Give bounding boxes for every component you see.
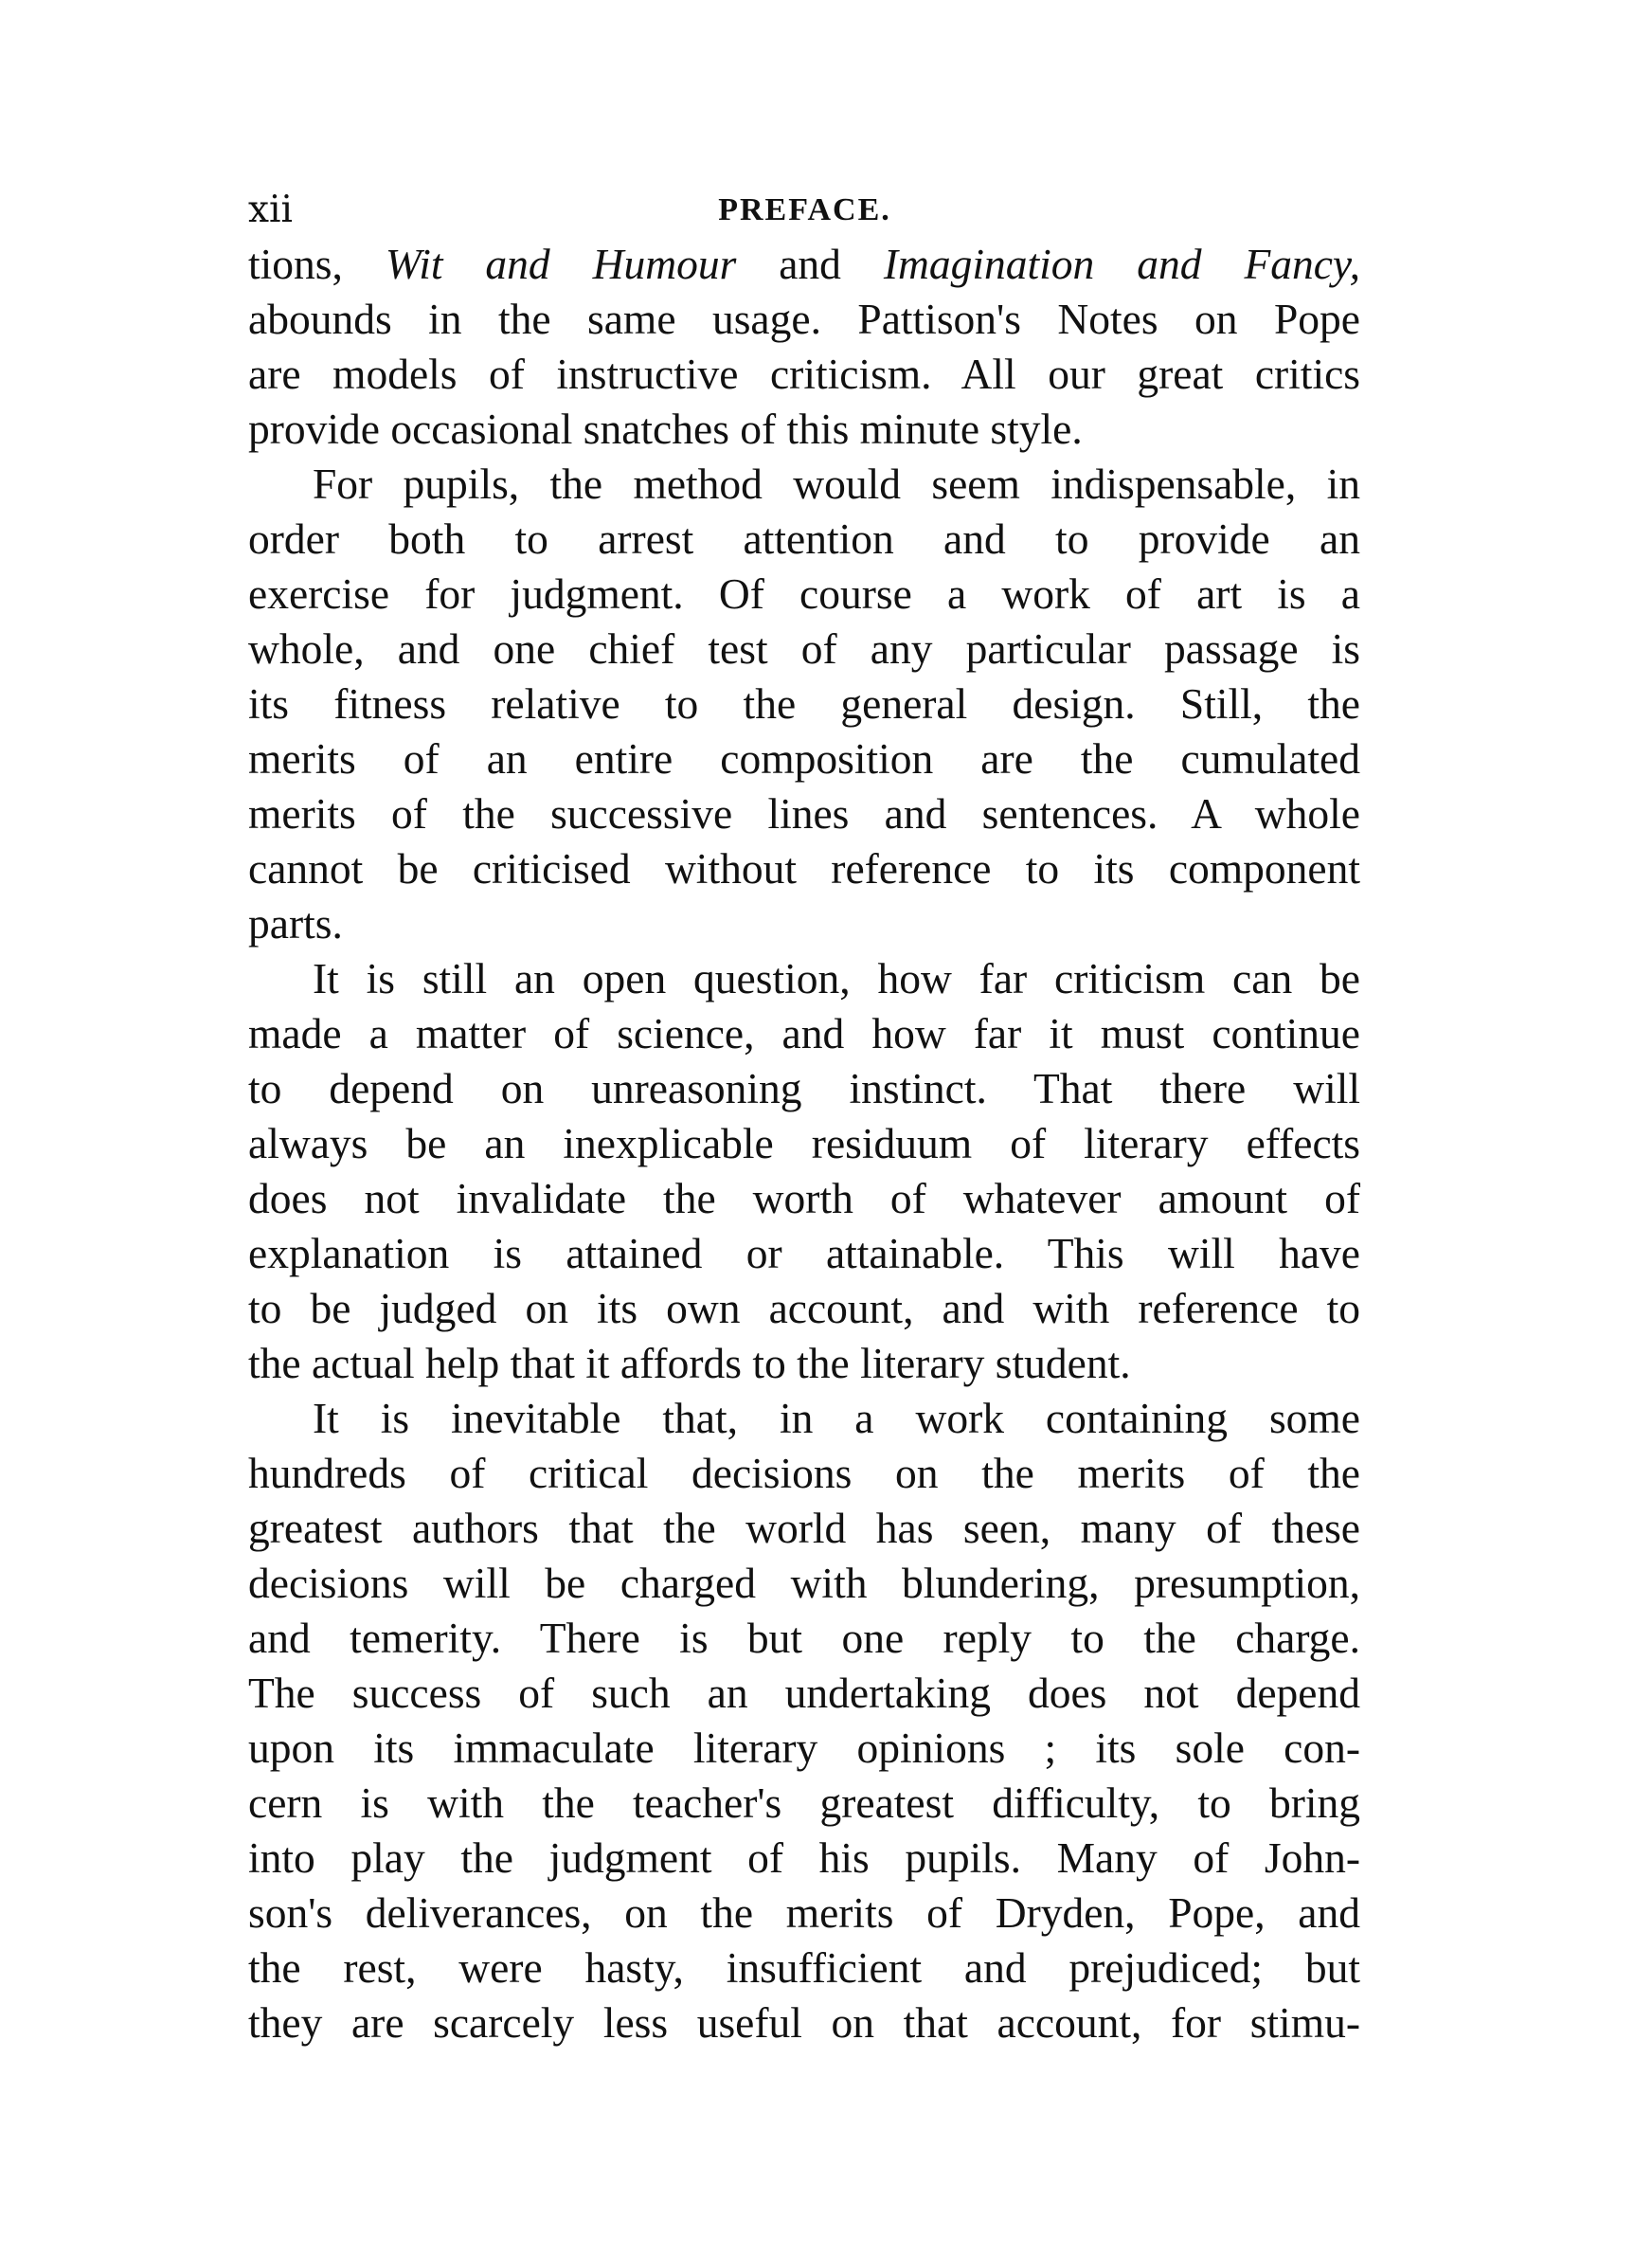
paragraph-method-for-pupils	[248, 457, 1360, 951]
text-line: merits of the successive lines and sentences. A whole	[248, 789, 1360, 838]
text-line: to be judged on its own account, and with reference to	[248, 1284, 1360, 1332]
text-line: to depend on unreasoning instinct. That there will	[248, 1064, 1360, 1112]
text-line: upon its immaculate literary opinions ; its sole con-	[248, 1724, 1360, 1772]
text-line: cannot be criticised without reference to its component	[248, 844, 1360, 893]
text-line: For pupils, the method would seem indispensable, in	[313, 460, 1360, 508]
text-line: provide occasional snatches of this minute style.	[248, 405, 1083, 453]
text-line: It is still an open question, how far criticism can be	[313, 954, 1360, 1002]
page-number: xii	[248, 189, 293, 231]
text-line: hundreds of critical decisions on the merits of the	[248, 1449, 1360, 1497]
text-segment: tions,	[248, 240, 386, 288]
paragraph-continued	[248, 237, 1360, 457]
text-line: cern is with the teacher's greatest difficulty, to bring	[248, 1779, 1360, 1827]
text-line: whole, and one chief test of any particular passage is	[248, 624, 1360, 673]
running-header	[248, 182, 1361, 239]
text-segment: and	[736, 240, 884, 288]
text-line: order both to arrest attention and to provide an	[248, 515, 1360, 563]
text-line: abounds in the same usage. Pattison's Notes on Pope	[248, 295, 1360, 343]
italic-title-wit-and-humour: Wit and Humour	[385, 240, 737, 288]
text-line: son's deliverances, on the merits of Dryden, Pope, and	[248, 1888, 1360, 1937]
text-line: greatest authors that the world has seen, many of these	[248, 1504, 1360, 1552]
text-line: are models of instructive criticism. All our great critics	[248, 350, 1360, 398]
text-line: the actual help that it affords to the literary student.	[248, 1339, 1131, 1387]
text-line: made a matter of science, and how far it must continue	[248, 1009, 1360, 1057]
text-line: exercise for judgment. Of course a work of art is a	[248, 569, 1360, 618]
paragraph-critical-decisions	[248, 1391, 1360, 2050]
page-body-text	[248, 237, 1360, 2050]
text-line: the rest, were hasty, insufficient and prejudiced; but	[248, 1943, 1360, 1992]
text-line: always be an inexplicable residuum of literary effects	[248, 1119, 1360, 1167]
text-line: into play the judgment of his pupils. Many of John-	[248, 1833, 1360, 1882]
paragraph-criticism-science	[248, 951, 1360, 1391]
text-line: they are scarcely less useful on that account, for stimu-	[248, 1998, 1360, 2047]
text-line: its fitness relative to the general design. Still, the	[248, 679, 1360, 728]
running-title: PREFACE.	[718, 192, 891, 227]
text-line: decisions will be charged with blundering, presumption,	[248, 1559, 1360, 1607]
text-line: merits of an entire composition are the cumulated	[248, 734, 1360, 783]
text-line: It is inevitable that, in a work containing some	[313, 1394, 1360, 1442]
italic-title-imagination-and-fancy: Imagination and Fancy,	[883, 240, 1360, 288]
text-line: The success of such an undertaking does not depend	[248, 1669, 1360, 1717]
text-line	[248, 237, 1360, 292]
text-line: does not invalidate the worth of whatever amount of	[248, 1174, 1360, 1222]
text-line: explanation is attained or attainable. This will have	[248, 1229, 1360, 1277]
text-line: and temerity. There is but one reply to the charge.	[248, 1614, 1360, 1662]
text-line: parts.	[248, 899, 343, 948]
